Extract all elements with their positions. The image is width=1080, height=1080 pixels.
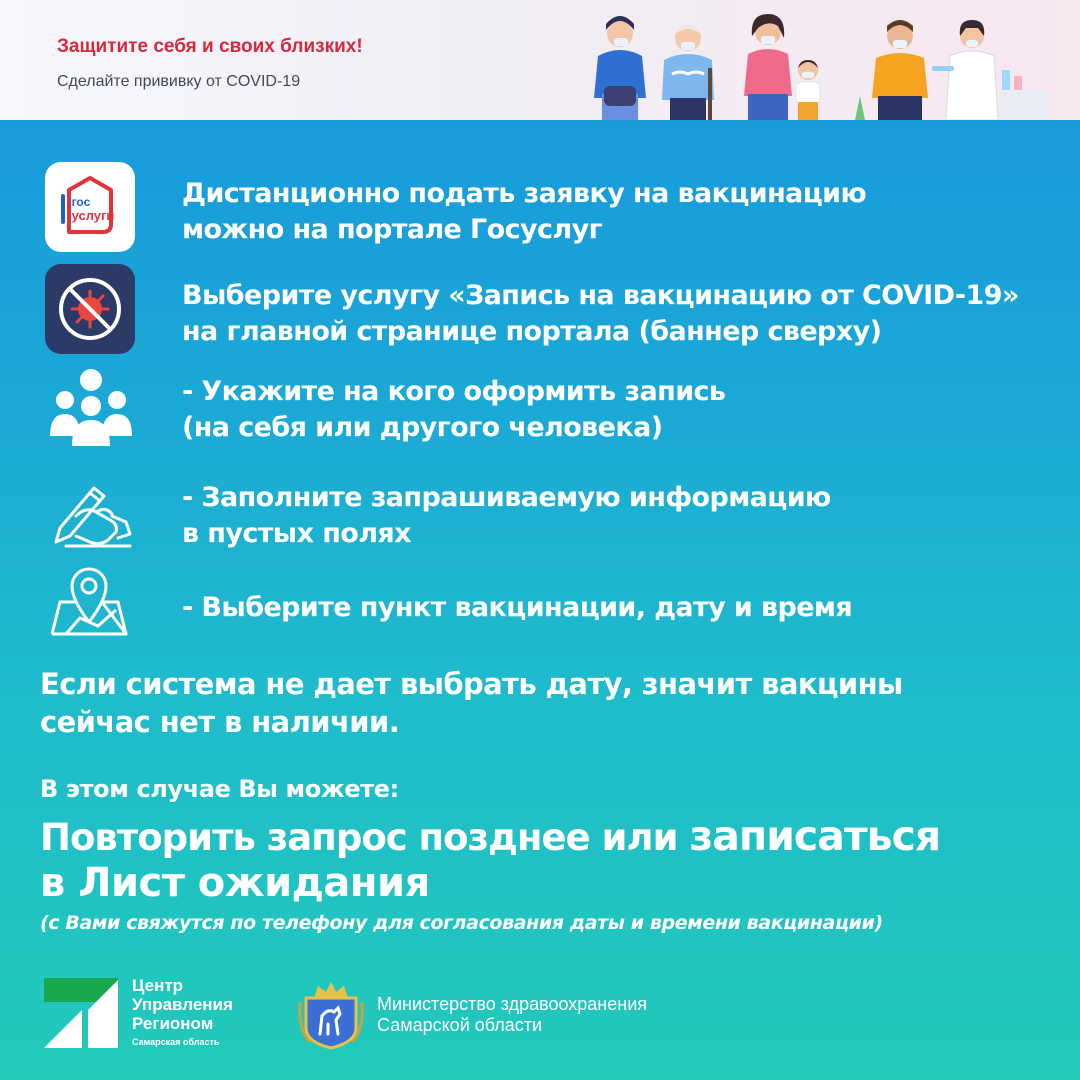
cur-name-line-2: Управления [132, 995, 233, 1014]
repeat-request-normal: Повторить запрос позднее или [40, 816, 690, 859]
cur-logo-icon [42, 972, 124, 1048]
gosuslugi-logo [45, 162, 135, 252]
people-group-icon [48, 366, 134, 448]
step-3-line-1: - Укажите на кого оформить запись [182, 376, 726, 407]
top-banner [0, 0, 1080, 120]
samara-crest-icon [298, 980, 364, 1050]
map-pin-icon [46, 566, 132, 638]
cur-name [132, 976, 233, 1033]
no-virus-icon [57, 276, 123, 342]
step-1-line-2: можно на портале Госуслуг [182, 214, 603, 245]
gosuslugi-logo-line1: гос [71, 194, 91, 209]
gosuslugi-logo-line2: услуги [71, 207, 115, 223]
ministry-name [377, 994, 647, 1036]
banner-title: Защитите себя и своих близких! [57, 36, 363, 57]
availability-note [40, 665, 903, 741]
cur-region: Самарская область [132, 1037, 220, 1047]
waiting-list-text: в Лист ожидания [40, 860, 430, 906]
step-5-text [182, 590, 852, 626]
writing-hand-icon [46, 476, 134, 548]
step-4-line-1: - Заполните запрашиваемую информацию [182, 482, 831, 513]
step-5-line-1: - Выберите пункт вакцинации, дату и время [182, 592, 853, 623]
repeat-request-text [40, 813, 940, 861]
step-4-text [182, 480, 831, 552]
options-heading: В этом случае Вы можете: [40, 775, 399, 803]
step-3-text [182, 374, 725, 446]
banner-subtitle: Сделайте прививку от COVID-19 [57, 73, 301, 90]
no-virus-badge [45, 264, 135, 354]
step-1-line-1: Дистанционно подать заявку на вакцинацию [182, 178, 867, 209]
step-3-line-2: (на себя или другого человека) [182, 412, 663, 443]
step-4-line-2: в пустых полях [182, 518, 411, 549]
repeat-request-bold: записаться [689, 812, 941, 860]
map-pin [46, 566, 132, 638]
step-2-line-1: Выберите услугу «Запись на вакцинацию от COVID-19» [182, 280, 1019, 311]
availability-note-line-1: Если система не дает выбрать дату, значит вакцины [40, 667, 903, 701]
step-2-text [182, 278, 1019, 350]
vaccination-people-illustration [580, 8, 1050, 120]
contact-note: (с Вами свяжутся по телефону для согласования даты и времени вакцинации) [40, 912, 883, 934]
step-1-text [182, 176, 866, 248]
cur-name-line-1: Центр [132, 976, 184, 995]
availability-note-line-2: сейчас нет в наличии. [40, 705, 400, 739]
ministry-line-2: Самарской области [377, 1015, 543, 1035]
writing-hand [46, 476, 134, 548]
ministry-line-1: Министерство здравоохранения [377, 994, 647, 1014]
people-group [48, 366, 134, 448]
step-2-line-2: на главной странице портала (баннер сверху) [182, 316, 882, 347]
cur-name-line-3: Регионом [132, 1014, 214, 1033]
